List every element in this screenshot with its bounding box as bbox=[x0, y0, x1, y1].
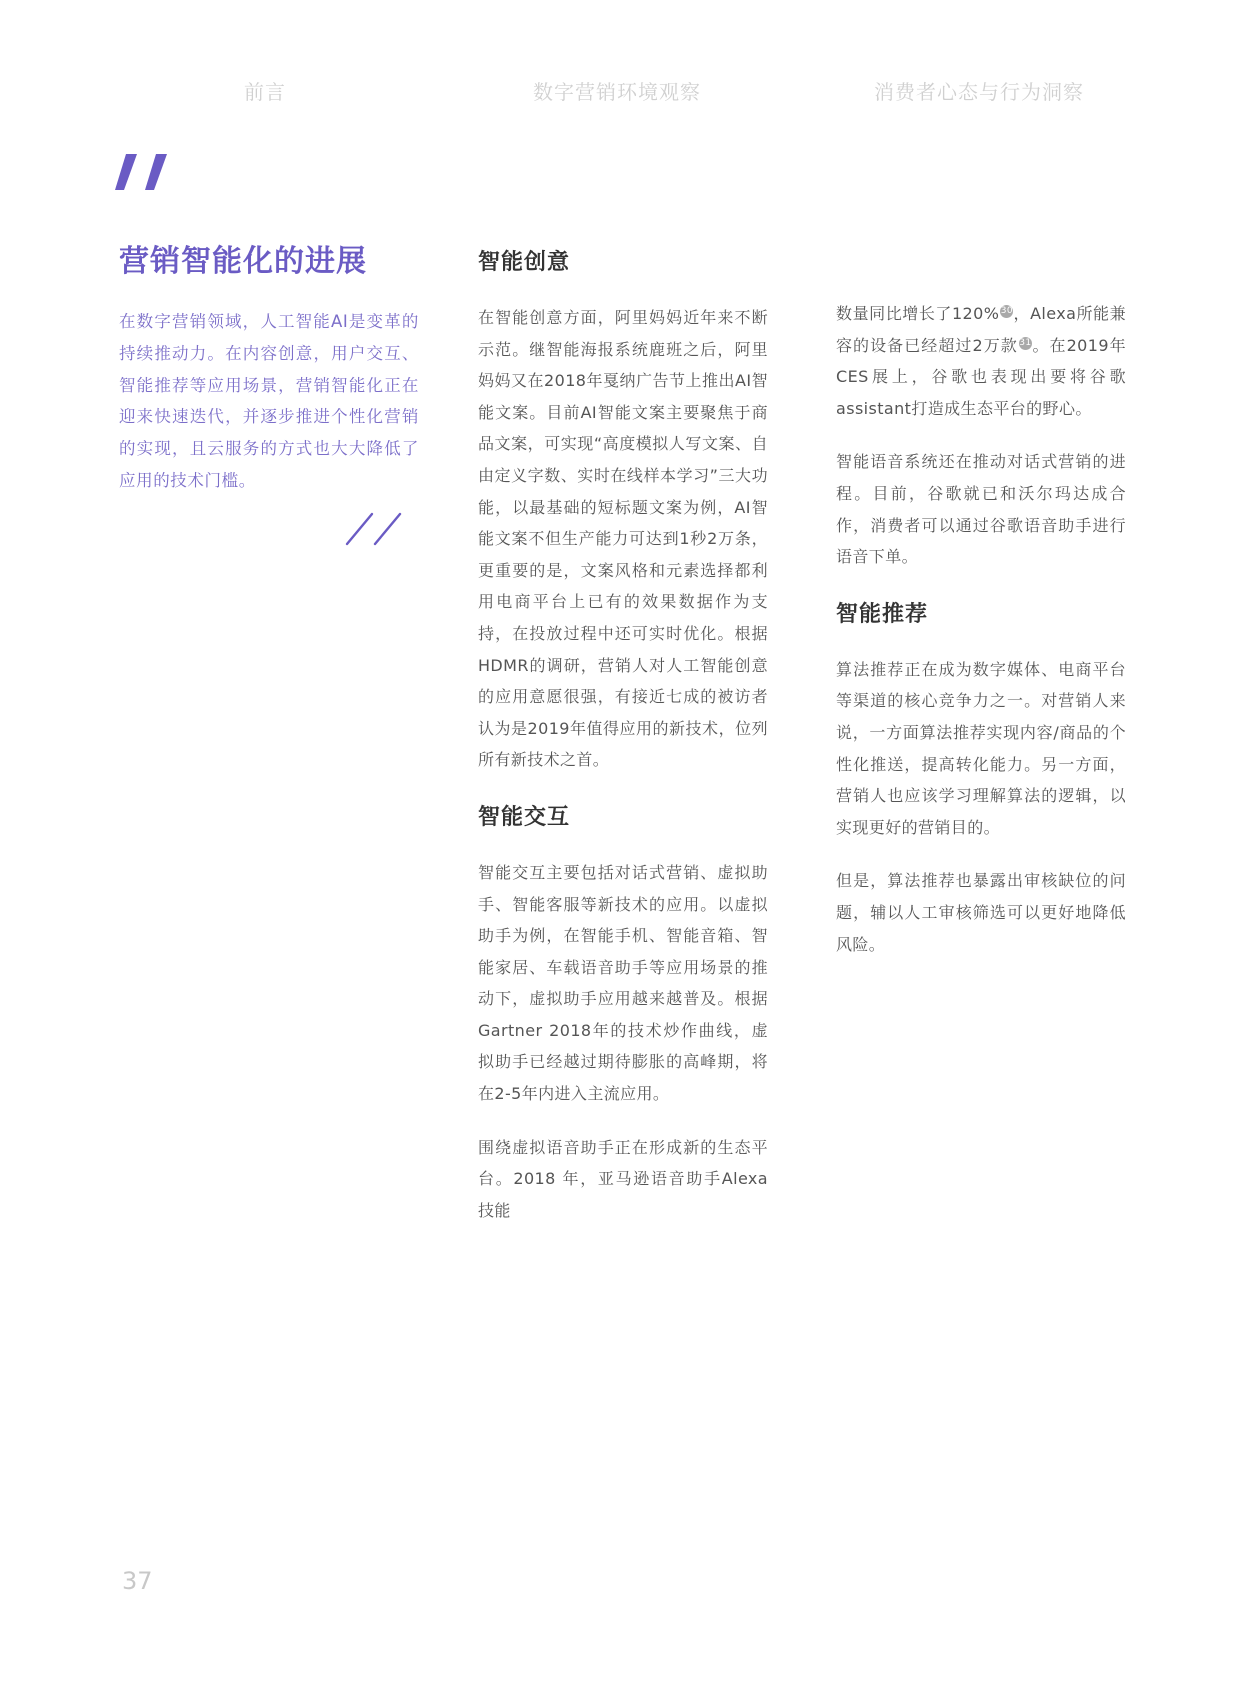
heading-smart-interaction: 智能交互 bbox=[478, 804, 571, 830]
chapter-nav bbox=[0, 76, 1240, 106]
page-number: 37 bbox=[122, 1567, 153, 1595]
interaction-paragraph-2: 围绕虚拟语音助手正在形成新的生态平台。2018 年，亚马逊语音助手Alexa 技能 bbox=[478, 1137, 768, 1220]
middle-column bbox=[478, 245, 768, 1226]
nav-item-consumer-insight[interactable]: 消费者心态与行为洞察 bbox=[874, 80, 1084, 104]
interaction-paragraph-1: 智能交互主要包括对话式营销、虚拟助手、智能客服等新技术的应用。以虚拟助手为例，在智能手机、智能音箱、智能家居、车载语音助手等应用场景的推动下，虚拟助手应用越来越普及。根据 Gartner 2018年的技术炒作曲线，虚拟助手已经越过期待膨胀的高峰期，将在2-5年内进入主流应用。 bbox=[478, 862, 768, 1104]
nav-item-digital-marketing-environment[interactable]: 数字营销环境观察 bbox=[533, 80, 701, 104]
recommend-paragraph-2: 但是，算法推荐也暴露出审核缺位的问题，辅以人工审核筛选可以更好地降低风险。 bbox=[836, 871, 1126, 954]
continued-text-b: ，Alexa所能兼容的设备已经超过2万款 bbox=[836, 304, 1126, 355]
interaction-paragraph-3: 智能语音系统还在推动对话式营销的进程。目前，谷歌就已和沃尔玛达成合作，消费者可以通过谷歌语音助手进行语音下单。 bbox=[836, 452, 1126, 567]
section-intro-text: 在数字营销领域，人工智能AI是变革的持续推动力。在内容创意，用户交互、智能推荐等应用场景，营销智能化正在迎来快速迭代，并逐步推进个性化营销的实现，且云服务的方式也大大降低了应用的技术门槛。 bbox=[119, 312, 419, 490]
nav-item-preface[interactable]: 前言 bbox=[244, 80, 286, 104]
recommend-paragraph-1: 算法推荐正在成为数字媒体、电商平台等渠道的核心竞争力之一。对营销人来说，一方面算法推荐实现内容/商品的个性化推送，提高转化能力。另一方面，营销人也应该学习理解算法的逻辑，以实现更好的营销目的。 bbox=[836, 659, 1126, 837]
heading-smart-recommendation: 智能推荐 bbox=[836, 601, 929, 627]
footnote-marker-31[interactable]: 31 bbox=[1019, 337, 1032, 348]
footnote-marker-30[interactable]: 30 bbox=[1000, 306, 1013, 316]
section-intro-column bbox=[119, 236, 419, 513]
creative-paragraph: 在智能创意方面，阿里妈妈近年来不断示范。继智能海报系统鹿班之后，阿里妈妈又在2018年戛纳广告节上推出AI智能文案。目前AI智能文案主要聚焦于商品文案，可实现“高度模拟人写文案、自由定义字数、实时在线样本学习”三大功能，以最基础的短标题文案为例，AI智能文案不但生产能力可达到1秒2万条，更重要的是，文案风格和元素选择都利用电商平台上已有的效果数据作为支持，在投放过程中还可实时优化。根据HDMR的调研，营销人对人工智能创意的应用意愿很强，有接近七成的被访者认为是2019年值得应用的新技术，位列所有新技术之首。 bbox=[478, 308, 768, 770]
double-slash-decoration-icon bbox=[115, 154, 185, 194]
continued-text-c: 。在2019年CES展上，谷歌也表现出要将谷歌assistant打造成生态平台的野心。 bbox=[836, 335, 1126, 418]
right-column bbox=[836, 298, 1126, 960]
interaction-paragraph-2-continued bbox=[836, 298, 1126, 424]
double-slash-thin-decoration-icon bbox=[345, 510, 415, 550]
section-title: 营销智能化的进展 bbox=[119, 244, 367, 279]
continued-text-a: 数量同比增长了120% bbox=[836, 304, 1000, 323]
heading-smart-creative: 智能创意 bbox=[478, 250, 571, 275]
